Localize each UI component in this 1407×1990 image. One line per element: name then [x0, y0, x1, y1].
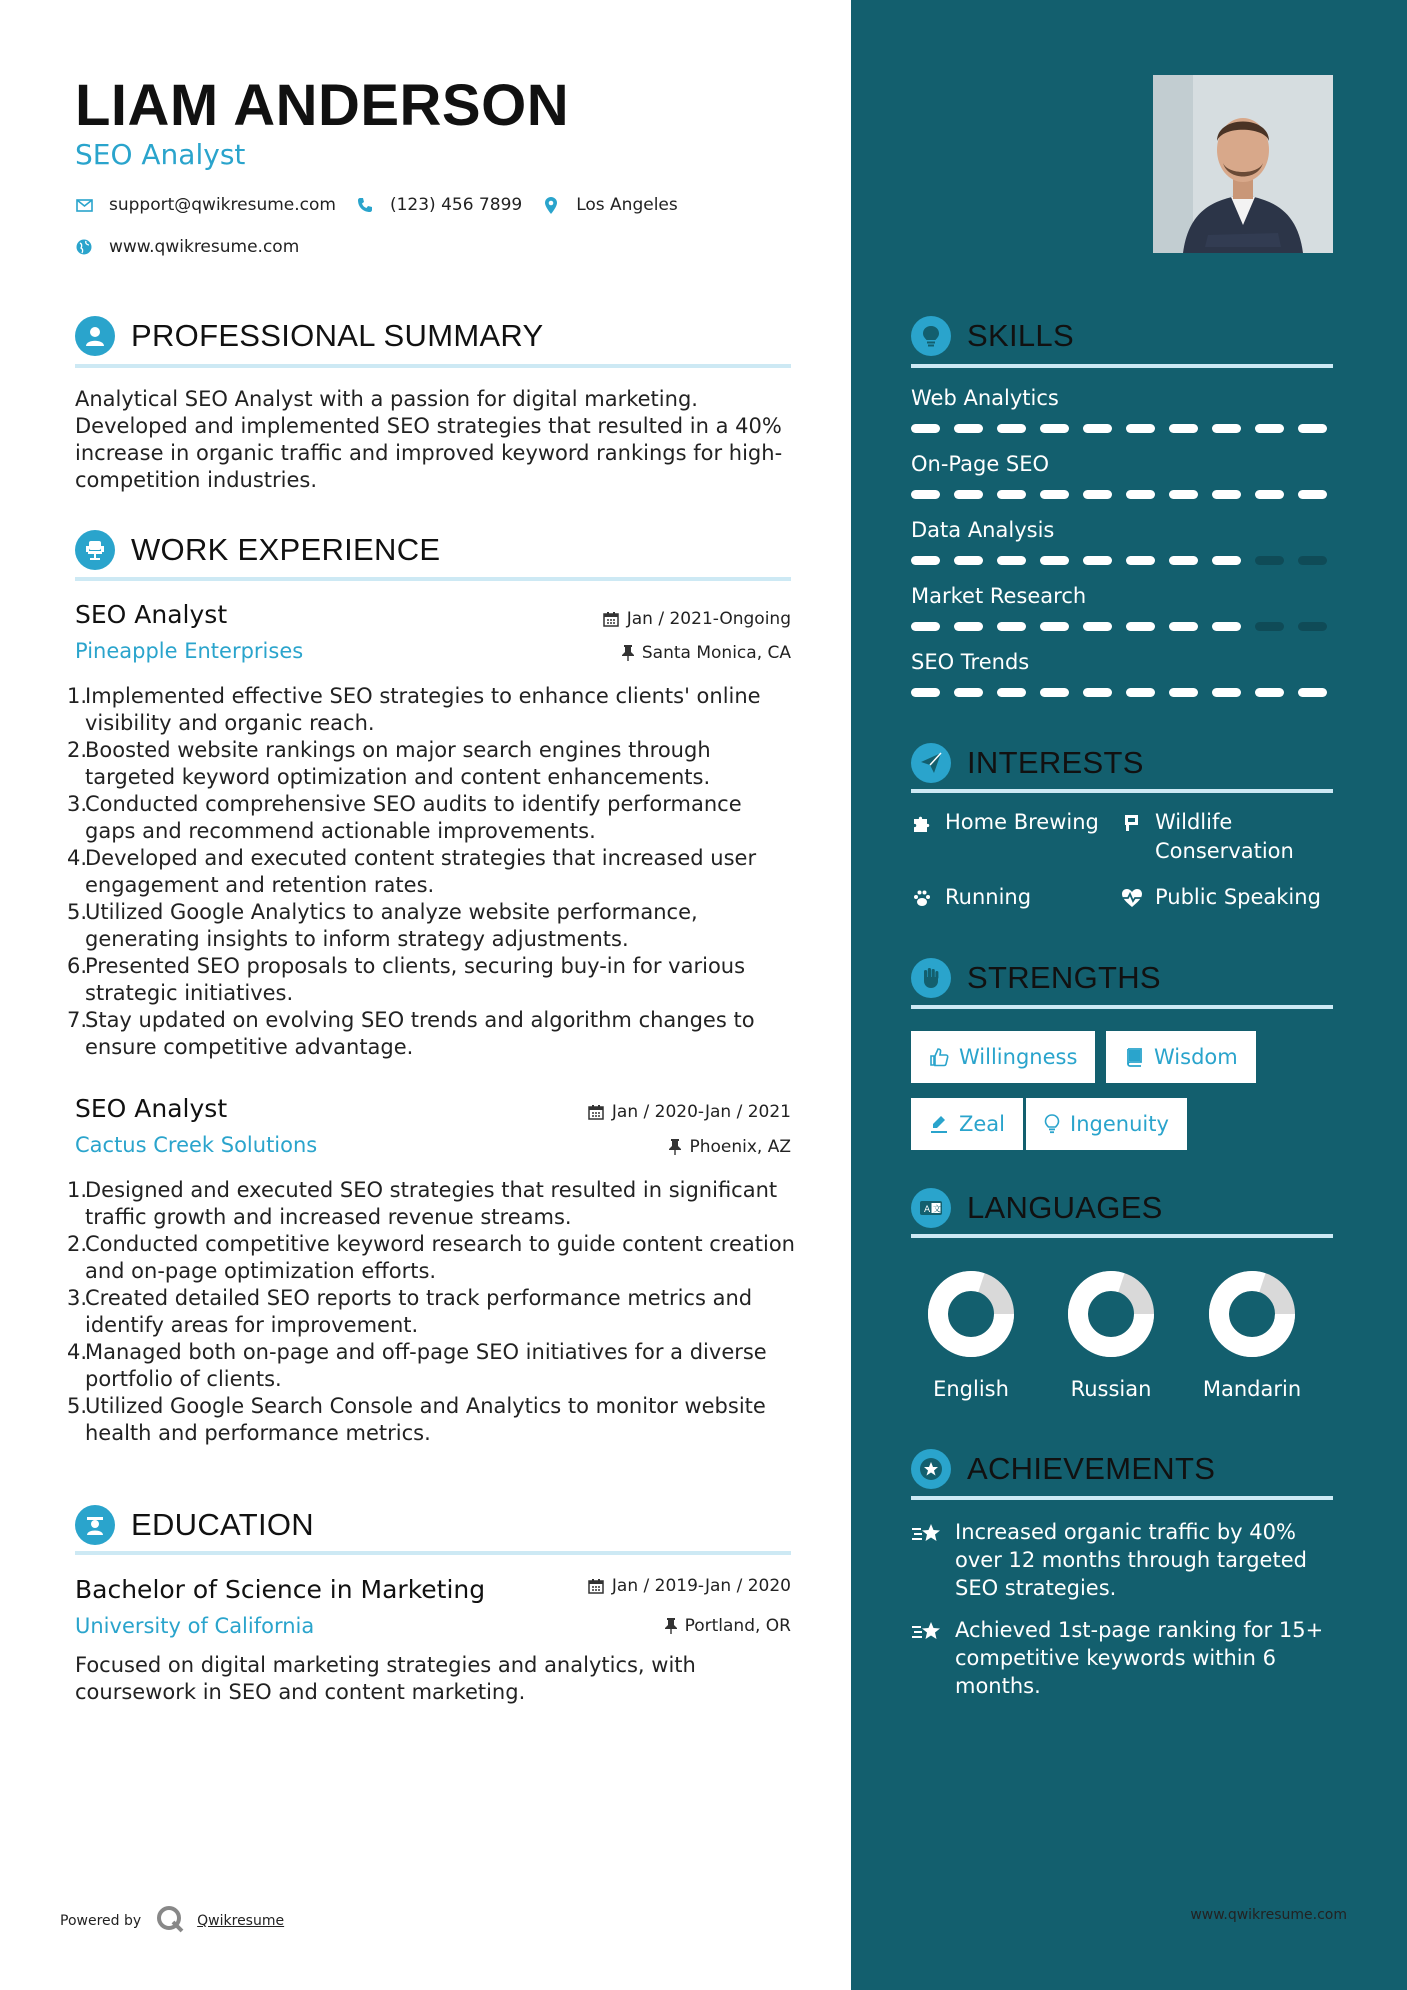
- list-item: 1. Implemented effective SEO strategies to enhance clients' online visibility and organic reach.: [67, 684, 761, 735]
- languages-heading: [911, 1188, 1163, 1228]
- skill-dash: [954, 688, 983, 697]
- language-item: [1051, 1271, 1171, 1401]
- language-label: Russian: [1070, 1377, 1152, 1401]
- shooting-star-icon: [911, 1518, 943, 1553]
- pushpin-icon: [622, 645, 634, 661]
- strength-chip: Willingness: [911, 1031, 1095, 1083]
- candidate-role: SEO Analyst: [75, 138, 246, 171]
- skill-dash: [911, 688, 940, 697]
- thumbs-up-icon: [929, 1047, 949, 1067]
- skill-dash: [1212, 688, 1241, 697]
- company-name: Pineapple Enterprises: [75, 639, 304, 663]
- education-heading: [75, 1505, 314, 1545]
- list-item: 6. Presented SEO proposals to clients, securing buy-in for various strategic initiatives.: [67, 954, 746, 1005]
- skill-dash: [954, 556, 983, 565]
- skill-dash: [911, 424, 940, 433]
- job-title: SEO Analyst: [75, 1094, 228, 1123]
- skill-dash: [1255, 556, 1284, 565]
- star-badge-icon: [911, 1449, 951, 1489]
- skill-dash: [1040, 424, 1069, 433]
- degree-title: Bachelor of Science in Marketing: [75, 1575, 486, 1604]
- lightbulb-icon: [911, 316, 951, 356]
- shooting-star-icon: [911, 1616, 943, 1651]
- summary-heading: [75, 316, 544, 356]
- summary-divider: [75, 364, 791, 368]
- translate-icon: [911, 1188, 951, 1228]
- envelope-icon: [75, 196, 93, 214]
- skill-rating: [911, 688, 1341, 697]
- skill-dash: [1040, 688, 1069, 697]
- skill-dash: [1126, 556, 1155, 565]
- achievements-divider: [911, 1496, 1333, 1500]
- skill-rating: [911, 622, 1341, 631]
- skills-divider: [911, 364, 1333, 368]
- paper-plane-icon: [911, 743, 951, 783]
- skill-dash: [1255, 424, 1284, 433]
- skill-dash: [1169, 622, 1198, 631]
- strengths-title: STRENGTHS: [967, 960, 1161, 995]
- skill-dash: [1083, 490, 1112, 499]
- education-dates-text: Jan / 2019-Jan / 2020: [611, 1576, 791, 1596]
- globe-icon: [75, 238, 93, 256]
- list-item: 2. Boosted website rankings on major search engines through targeted keyword optimization and content enhancements.: [67, 738, 711, 789]
- skill-dash: [997, 490, 1026, 499]
- user-icon: [75, 316, 115, 356]
- interest-item: Wildlife Conservation: [1121, 808, 1341, 866]
- job-title: SEO Analyst: [75, 600, 228, 629]
- interests-divider: [911, 789, 1333, 793]
- language-item: [911, 1271, 1031, 1401]
- skill-label: SEO Trends: [911, 650, 1030, 674]
- school-name: University of California: [75, 1614, 315, 1638]
- heartbeat-icon: [1121, 883, 1143, 912]
- skill-dash: [1126, 622, 1155, 631]
- location-text: Los Angeles: [576, 195, 678, 215]
- skill-rating: [911, 490, 1341, 499]
- contact-row-2: [75, 237, 319, 257]
- achievements-heading: [911, 1449, 1215, 1489]
- skill-dash: [1083, 556, 1112, 565]
- education-location: [665, 1616, 791, 1636]
- list-item: 3. Created detailed SEO reports to track performance metrics and identify areas for improvement.: [67, 1286, 753, 1337]
- strengths-heading: [911, 958, 1161, 998]
- language-label: English: [933, 1377, 1009, 1401]
- skill-dash: [1298, 424, 1327, 433]
- language-item: [1192, 1271, 1312, 1401]
- achievements-title: ACHIEVEMENTS: [967, 1451, 1216, 1486]
- skill-dash: [1169, 688, 1198, 697]
- language-label: Mandarin: [1202, 1377, 1302, 1401]
- list-item: 3. Conducted comprehensive SEO audits to identify performance gaps and recommend actionable improvements.: [67, 792, 742, 843]
- language-donut: [928, 1271, 1014, 1357]
- skill-dash: [1298, 556, 1327, 565]
- paw-icon: [911, 883, 933, 912]
- footer-website[interactable]: www.qwikresume.com: [1190, 1907, 1347, 1923]
- skill-dash: [954, 424, 983, 433]
- skill-label: Web Analytics: [911, 386, 1059, 410]
- skill-label: On-Page SEO: [911, 452, 1050, 476]
- job-responsibilities: [67, 1177, 797, 1447]
- book-icon: [1124, 1047, 1144, 1067]
- skill-dash: [911, 556, 940, 565]
- skill-dash: [954, 490, 983, 499]
- phone-number[interactable]: (123) 456 7899: [389, 195, 523, 215]
- list-item: 4. Managed both on-page and off-page SEO initiatives for a diverse portfolio of clients.: [67, 1340, 767, 1391]
- skill-dash: [1169, 556, 1198, 565]
- pen-icon: [929, 1114, 949, 1134]
- skills-heading: [911, 316, 1074, 356]
- skill-dash: [1083, 688, 1112, 697]
- pushpin-icon: [665, 1618, 677, 1634]
- svg-text:A: A: [924, 1205, 931, 1215]
- strength-chip: Zeal: [911, 1098, 1023, 1150]
- education-title: EDUCATION: [131, 1507, 314, 1542]
- skill-dash: [1255, 490, 1284, 499]
- job-dates-text: Jan / 2020-Jan / 2021: [611, 1102, 791, 1122]
- job-responsibilities: [67, 683, 797, 1061]
- skill-dash: [1255, 688, 1284, 697]
- skill-dash: [1298, 688, 1327, 697]
- job-location-text: Santa Monica, CA: [641, 643, 791, 663]
- candidate-name: LIAM ANDERSON: [75, 73, 570, 138]
- list-item: 5. Utilized Google Analytics to analyze website performance, generating insights to inform strategy adjustments.: [67, 900, 698, 951]
- skill-label: Market Research: [911, 584, 1087, 608]
- language-donut: [1209, 1271, 1295, 1357]
- experience-heading: [75, 530, 440, 570]
- qwikresume-link[interactable]: Qwikresume: [197, 1913, 285, 1929]
- list-item: 7. Stay updated on evolving SEO trends and algorithm changes to ensure competitive advantage.: [67, 1008, 755, 1059]
- puzzle-icon: [911, 808, 933, 837]
- contact-row: [75, 195, 698, 215]
- skill-dash: [1083, 424, 1112, 433]
- interest-item: Home Brewing: [911, 808, 1099, 837]
- skill-dash: [1298, 490, 1327, 499]
- website-link[interactable]: www.qwikresume.com: [109, 237, 300, 257]
- interest-item: Running: [911, 883, 1031, 912]
- skill-dash: [1298, 622, 1327, 631]
- skill-rating: [911, 556, 1341, 565]
- skill-dash: [1126, 688, 1155, 697]
- experience-divider: [75, 577, 791, 581]
- calendar-icon: [603, 611, 619, 627]
- skill-dash: [1040, 490, 1069, 499]
- skill-label: Data Analysis: [911, 518, 1055, 542]
- interests-heading: [911, 743, 1144, 783]
- lightbulb-icon: [1044, 1114, 1060, 1134]
- education-dates: [588, 1576, 791, 1596]
- achievement-item: Increased organic traffic by 40% over 12 months through targeted SEO strategies.: [911, 1518, 1331, 1602]
- skill-dash: [911, 490, 940, 499]
- skill-dash: [997, 622, 1026, 631]
- skill-dash: [1169, 490, 1198, 499]
- skill-dash: [1212, 622, 1241, 631]
- experience-title: WORK EXPERIENCE: [131, 532, 441, 567]
- skill-dash: [1169, 424, 1198, 433]
- skill-dash: [1255, 622, 1284, 631]
- skill-dash: [1126, 490, 1155, 499]
- skill-dash: [997, 688, 1026, 697]
- pushpin-icon: [669, 1139, 681, 1155]
- summary-title: PROFESSIONAL SUMMARY: [131, 318, 544, 353]
- job-dates-text: Jan / 2021-Ongoing: [626, 609, 791, 629]
- map-pin-icon: [542, 196, 560, 214]
- job-location: [622, 643, 791, 663]
- calendar-icon: [588, 1104, 604, 1120]
- skill-rating: [911, 424, 1341, 433]
- skill-dash: [1212, 490, 1241, 499]
- flag-icon: [1121, 808, 1143, 837]
- list-item: 4. Developed and executed content strategies that increased user engagement and retention rates.: [67, 846, 757, 897]
- skill-dash: [1040, 622, 1069, 631]
- powered-by: [60, 1904, 284, 1938]
- email-link[interactable]: support@qwikresume.com: [109, 195, 336, 215]
- interest-item: Public Speaking: [1121, 883, 1321, 912]
- education-description: Focused on digital marketing strategies and analytics, with coursework in SEO and content marketing.: [75, 1653, 696, 1704]
- strength-chip: Ingenuity: [1026, 1098, 1187, 1150]
- summary-text: Analytical SEO Analyst with a passion for digital marketing. Developed and implemented SEO strategies that resulted in a 40% increase in organic traffic and improved keyword rankings for high-competition industries.: [75, 387, 783, 492]
- languages-divider: [911, 1234, 1333, 1238]
- skill-dash: [954, 622, 983, 631]
- skill-dash: [997, 424, 1026, 433]
- language-donut: [1068, 1271, 1154, 1357]
- education-divider: [75, 1551, 791, 1555]
- strength-chip: Wisdom: [1106, 1031, 1256, 1083]
- qwikresume-logo-icon: [155, 1904, 185, 1938]
- graduate-icon: [75, 1505, 115, 1545]
- skill-dash: [1040, 556, 1069, 565]
- achievement-item: Achieved 1st-page ranking for 15+ competitive keywords within 6 months.: [911, 1616, 1331, 1700]
- list-item: 1. Designed and executed SEO strategies that resulted in significant traffic growth and increased revenue streams.: [67, 1178, 778, 1229]
- powered-by-label: Powered by: [60, 1913, 142, 1929]
- job-location-text: Phoenix, AZ: [689, 1137, 791, 1157]
- interests-title: INTERESTS: [967, 745, 1144, 780]
- calendar-icon: [588, 1578, 604, 1594]
- strengths-divider: [911, 1005, 1333, 1009]
- svg-text:文: 文: [933, 1204, 941, 1214]
- chair-icon: [75, 530, 115, 570]
- job-dates: [603, 609, 791, 629]
- profile-photo: [1153, 75, 1333, 253]
- skill-dash: [1212, 556, 1241, 565]
- job-location: [669, 1137, 791, 1157]
- education-location-text: Portland, OR: [684, 1616, 791, 1636]
- phone-icon: [356, 196, 374, 214]
- job-dates: [588, 1102, 791, 1122]
- languages-title: LANGUAGES: [967, 1190, 1163, 1225]
- fist-icon: [911, 958, 951, 998]
- skill-dash: [1083, 622, 1112, 631]
- skill-dash: [911, 622, 940, 631]
- company-name: Cactus Creek Solutions: [75, 1133, 318, 1157]
- skill-dash: [1126, 424, 1155, 433]
- skill-dash: [1212, 424, 1241, 433]
- list-item: 2. Conducted competitive keyword research to guide content creation and on-page optimization efforts.: [67, 1232, 795, 1283]
- skills-title: SKILLS: [967, 318, 1074, 353]
- list-item: 5. Utilized Google Search Console and Analytics to monitor website health and performance metrics.: [67, 1394, 766, 1445]
- skill-dash: [997, 556, 1026, 565]
